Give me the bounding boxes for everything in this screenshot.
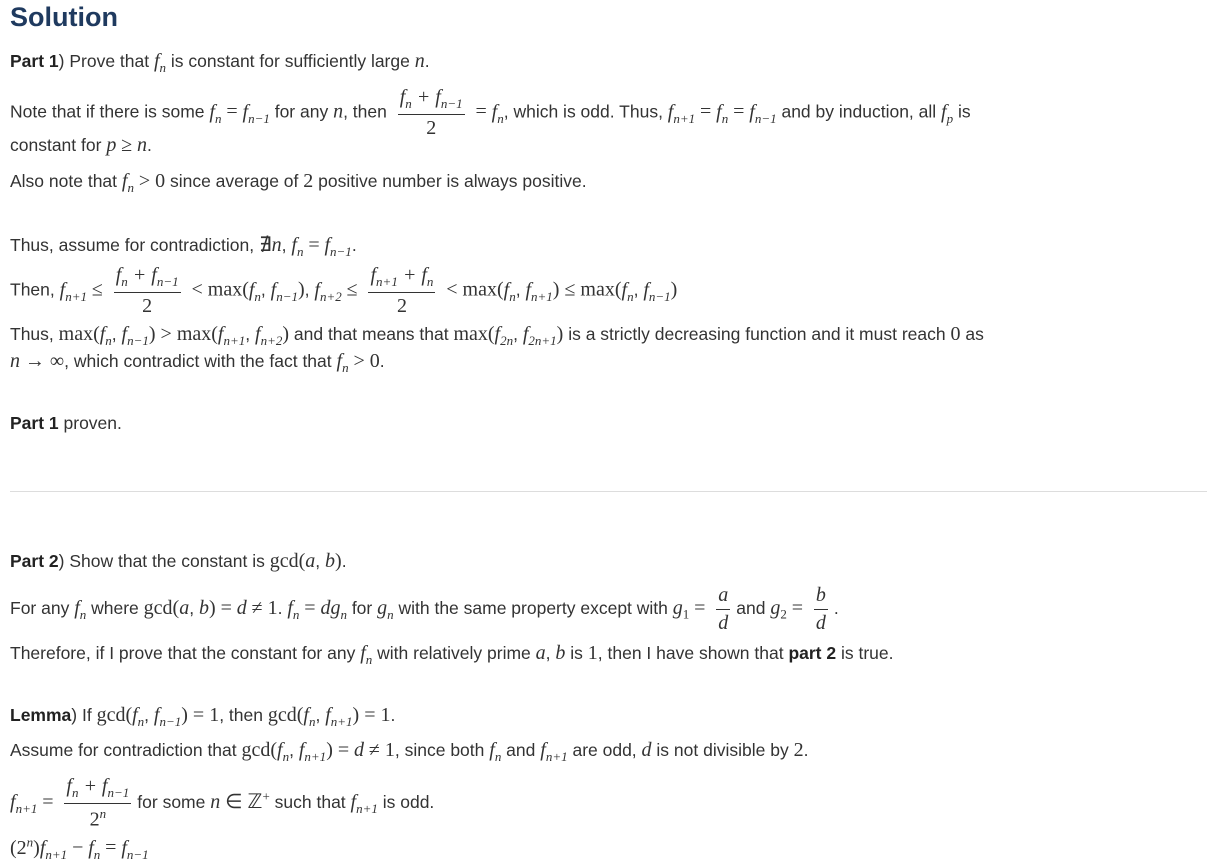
part1-then: Then, $f_{n+1}$ ≤ $\frac{f_n + f_{n-1}}{2}$ < $\max(f_n$, $f_{n-1}$), $f_{n+2}$ ≤ $\frac{f_{n+1} + f_n}{2}$ < $\max(f_n$, $f_{n+1}) \le \max(f_n$, $f_{n-1}$) — [10, 264, 678, 317]
part2-forany: For any $f_n$ where gcd(a, b) = d ≠ 1. $f_n = dg_n$ for $g_n$ with the same property except with $g_1$ = $\frac{a}{d}$ and $g_2$ = $\frac{b}{d}$ . — [10, 584, 839, 634]
part2-therefore: Therefore, if I prove that the constant for any $f_n$ with relatively prime a, b is 1, then I have shown that part 2 is true. — [10, 642, 894, 667]
part2-assume: Assume for contradiction that $\gcd(f_n$, $f_{n+1}) = d \ne 1$, since both $f_n$ and $f_{n+1}$ are odd, d is not divisible by 2. — [10, 739, 809, 764]
part2-ref: part 2 — [788, 643, 837, 663]
part2-therefore-post: is true. — [836, 643, 894, 663]
part1-proven — [10, 413, 122, 434]
part2-lemma: Lemma) If $\gcd(f_n$, $f_{n-1}) = 1$, then $\gcd(f_n$, $f_{n+1}) = 1$. — [10, 704, 396, 729]
part1-heading: Part 1) Prove that $f_n$ is constant for sufficiently large n. — [10, 50, 430, 75]
lemma-label: Lemma — [10, 705, 72, 725]
part1-proven-label: Part 1 — [10, 413, 59, 433]
part1-note1: Note that if there is some $f_n = f_{n-1}$ for any n, then $\frac{f_n + f_{n-1}}{2}$ = $f_n$, which is odd. Thus, $f_{n+1} = f_n = f_{n-1}$ and by induction, all $f_p$ is — [10, 86, 971, 139]
solution-title: Solution — [10, 2, 118, 32]
part1-note1-cont: constant for p ≥ n. — [10, 134, 152, 156]
part2-heading: Part 2) Show that the constant is gcd(a, b). — [10, 550, 347, 572]
part1-thus: Thus, $\max(f_n$, $f_{n-1}) > \max(f_{n+1}$, $f_{n+2}$) and that means that $\max(f_{2n}$, $f_{2n+1}$) is a strictly decreasing function and it must reach 0 as — [10, 323, 984, 348]
part1-proven-text: proven. — [58, 413, 122, 433]
section-divider — [10, 491, 1207, 492]
part2-eq2: $(2^n)f_{n+1} - f_n = f_{n-1}$ — [10, 834, 149, 862]
part1-note2: Also note that $f_n > 0$ since average of 2 positive number is always positive. — [10, 170, 587, 195]
part2-label: Part 2 — [10, 551, 59, 571]
part1-assume: Thus, assume for contradiction, ∄n, $f_n = f_{n-1}$. — [10, 234, 357, 259]
part2-eq1: $f_{n+1}$ = $\frac{f_n + f_{n-1}}{2^n}$ for some n ∈ ℤ+ such that $f_{n+1}$ is odd. — [10, 775, 435, 831]
part1-thus-cont: n → ∞, which contradict with the fact that $f_n > 0$. — [10, 350, 385, 375]
part1-label: Part 1 — [10, 51, 59, 71]
